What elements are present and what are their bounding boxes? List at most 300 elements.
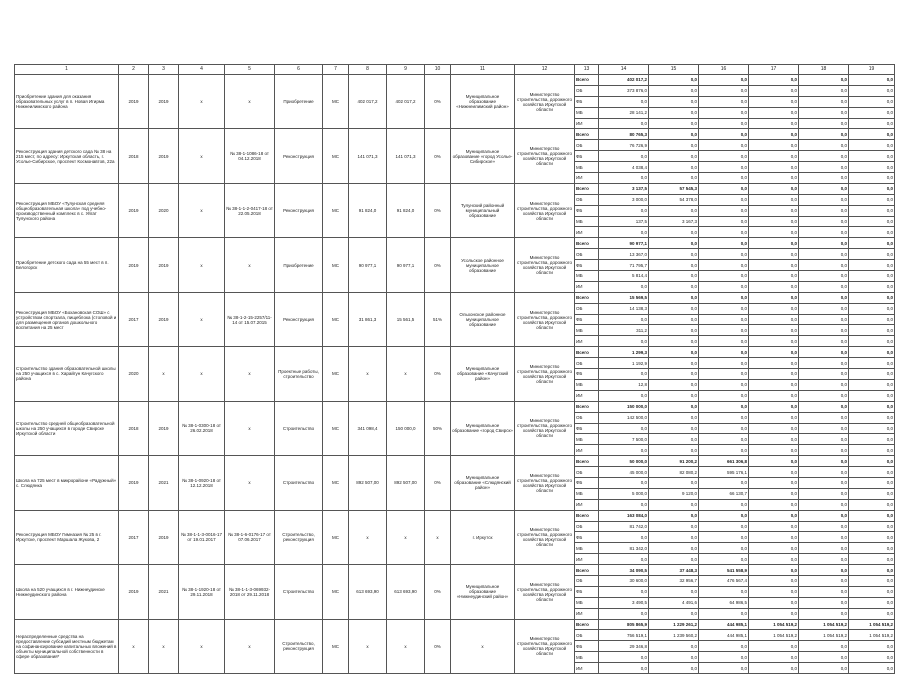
amount-cell: 0,0	[649, 140, 699, 151]
ownership-form-cell: МС	[323, 565, 349, 619]
amount-cell: 0,0	[849, 249, 895, 260]
amount-cell: 45 000,0	[599, 467, 649, 478]
amount-cell: 80 765,3	[599, 129, 649, 140]
amount-cell: 0,0	[749, 358, 799, 369]
start-year-cell: 2019	[119, 456, 149, 510]
amount-cell: 0,0	[699, 140, 749, 151]
amount-cell: 0,0	[849, 118, 895, 129]
amount-cell: 0,0	[749, 216, 799, 227]
amount-cell: 0,0	[849, 260, 895, 271]
amount-cell: 0,0	[699, 369, 749, 380]
municipality-cell: Муниципальное образование «Нижнеудинский район»	[451, 565, 515, 619]
amount-cell: 0,0	[749, 347, 799, 358]
estimate-expertise-cell: № 38-1-1-2-0417-18 от 22.05.2018	[225, 183, 275, 237]
responsible-executor-cell: Министерство строительства, дорожного хозяйства Иркутской области	[515, 292, 575, 346]
amount-cell: 12,8	[599, 379, 649, 390]
amount-cell: 0,0	[749, 271, 799, 282]
amount-cell: 0,0	[749, 434, 799, 445]
start-year-cell: 2020	[119, 347, 149, 401]
amount-cell: 0,0	[749, 565, 799, 576]
column-number: 16	[699, 65, 749, 75]
funding-source-cell: ФБ	[575, 423, 599, 434]
amount-cell: 0,0	[749, 75, 799, 86]
amount-cell: 0,0	[749, 445, 799, 456]
amount-cell: 0,0	[749, 227, 799, 238]
table-row	[15, 183, 895, 194]
amount-cell: 0,0	[699, 85, 749, 96]
amount-cell: 402 017,2	[599, 75, 649, 86]
amount-cell: 661 306,8	[699, 456, 749, 467]
amount-cell: 0,0	[799, 401, 849, 412]
column-number: 8	[349, 65, 387, 75]
amount-cell: 0,0	[699, 216, 749, 227]
amount-cell: 0,0	[699, 227, 749, 238]
amount-cell: 0,0	[799, 96, 849, 107]
object-name-cell: Строительство средней общеобразовательной школы на 250 учащихся в городе Свирске Иркутской области	[15, 401, 119, 455]
funding-source-cell: ОБ	[575, 467, 599, 478]
amount-cell: 0,0	[699, 271, 749, 282]
end-year-cell: х	[149, 619, 179, 673]
work-type-cell: Проектные работы, строительство	[275, 347, 323, 401]
estimated-cost-cell: 90 977,1	[349, 238, 387, 292]
funding-source-cell: ИИ	[575, 336, 599, 347]
amount-cell: 0,0	[649, 423, 699, 434]
work-type-cell: Строительство, реконструкция	[275, 619, 323, 673]
amount-cell: 0,0	[849, 554, 895, 565]
funding-source-cell: Всего	[575, 347, 599, 358]
estimate-expertise-cell: № 38-1-1-3-069932-2018 от 29.11.2018	[225, 565, 275, 619]
amount-cell: 5 814,4	[599, 271, 649, 282]
responsible-executor-cell: Министерство строительства, дорожного хозяйства Иркутской области	[515, 129, 575, 183]
funding-source-cell: ФБ	[575, 96, 599, 107]
amount-cell: 91 200,2	[649, 456, 699, 467]
amount-cell: 81 342,0	[599, 543, 649, 554]
amount-cell: 0,0	[849, 423, 895, 434]
ownership-form-cell: МС	[323, 238, 349, 292]
amount-cell: 30 600,0	[599, 575, 649, 586]
funding-source-cell: ОБ	[575, 412, 599, 423]
amount-cell: 0,0	[849, 281, 895, 292]
funding-source-cell: МБ	[575, 162, 599, 173]
amount-cell: 1 054 519,2	[749, 630, 799, 641]
amount-cell: 0,0	[799, 162, 849, 173]
amount-cell: 1 054 519,2	[849, 630, 895, 641]
amount-cell: 0,0	[849, 434, 895, 445]
amount-cell: 0,0	[649, 543, 699, 554]
amount-cell: 0,0	[649, 303, 699, 314]
amount-cell: 0,0	[799, 575, 849, 586]
amount-cell: 0,0	[699, 260, 749, 271]
funding-source-cell: ИИ	[575, 554, 599, 565]
amount-cell: 0,0	[649, 499, 699, 510]
amount-cell: 142 500,0	[599, 412, 649, 423]
amount-cell: 0,0	[749, 608, 799, 619]
amount-cell: 0,0	[749, 499, 799, 510]
amount-cell: 3 490,5	[599, 597, 649, 608]
ownership-form-cell: МС	[323, 292, 349, 346]
amount-cell: 0,0	[649, 347, 699, 358]
amount-cell: 0,0	[649, 249, 699, 260]
amount-cell: 0,0	[749, 543, 799, 554]
funding-source-cell: ОБ	[575, 575, 599, 586]
funding-source-cell: ОБ	[575, 303, 599, 314]
amount-cell: 0,0	[799, 249, 849, 260]
work-type-cell: Приобретение	[275, 75, 323, 129]
amount-cell: 0,0	[649, 118, 699, 129]
amount-cell: 0,0	[649, 336, 699, 347]
amount-cell: 0,0	[699, 162, 749, 173]
funding-source-cell: МБ	[575, 434, 599, 445]
amount-cell: 0,0	[649, 129, 699, 140]
project-expertise-cell: № 38-1-0300-18 от 26.02.2018	[179, 401, 225, 455]
amount-cell: 0,0	[849, 499, 895, 510]
start-year-cell: 2019	[119, 183, 149, 237]
amount-cell: 0,0	[599, 369, 649, 380]
funding-source-cell: МБ	[575, 271, 599, 282]
amount-cell: 0,0	[699, 521, 749, 532]
funding-source-cell: ФБ	[575, 532, 599, 543]
object-name-cell: Реконструкция здания детского сада № 38 на 215 мест, по адресу: Иркутская область, г. Усолье-Сибирское, проспект Космонавтов, 22а	[15, 129, 119, 183]
amount-cell: 0,0	[699, 325, 749, 336]
funding-source-cell: Всего	[575, 129, 599, 140]
funding-source-cell: ФБ	[575, 314, 599, 325]
amount-cell: 0,0	[699, 554, 749, 565]
amount-cell: 1 229 261,2	[649, 619, 699, 630]
amount-cell: 0,0	[799, 75, 849, 86]
amount-cell: 0,0	[849, 151, 895, 162]
amount-cell: 0,0	[649, 652, 699, 663]
amount-cell: 0,0	[849, 173, 895, 184]
amount-cell: 0,0	[599, 151, 649, 162]
amount-cell: 0,0	[749, 194, 799, 205]
amount-cell: 373 876,0	[599, 85, 649, 96]
remaining-cost-cell: 892 507,00	[387, 456, 425, 510]
amount-cell: 0,0	[799, 521, 849, 532]
amount-cell: 0,0	[649, 325, 699, 336]
end-year-cell: 2019	[149, 129, 179, 183]
amount-cell: 0,0	[749, 510, 799, 521]
amount-cell: 0,0	[849, 205, 895, 216]
amount-cell: 0,0	[749, 325, 799, 336]
amount-cell: 0,0	[649, 641, 699, 652]
amount-cell: 0,0	[649, 369, 699, 380]
amount-cell: 0,0	[849, 303, 895, 314]
amount-cell: 0,0	[649, 162, 699, 173]
amount-cell: 0,0	[749, 390, 799, 401]
amount-cell: 0,0	[849, 477, 895, 488]
amount-cell: 0,0	[699, 663, 749, 674]
amount-cell: 0,0	[799, 554, 849, 565]
amount-cell: 0,0	[649, 379, 699, 390]
amount-cell: 0,0	[699, 412, 749, 423]
amount-cell: 0,0	[849, 347, 895, 358]
amount-cell: 0,0	[749, 249, 799, 260]
work-type-cell: Реконструкция	[275, 183, 323, 237]
amount-cell: 0,0	[749, 292, 799, 303]
amount-cell: 0,0	[799, 543, 849, 554]
ownership-form-cell: МС	[323, 401, 349, 455]
amount-cell: 0,0	[749, 369, 799, 380]
readiness-percent-cell: 0%	[425, 456, 451, 510]
start-year-cell: 2019	[119, 75, 149, 129]
column-number: 6	[275, 65, 323, 75]
amount-cell: 0,0	[849, 543, 895, 554]
amount-cell: 0,0	[699, 249, 749, 260]
amount-cell: 28 141,2	[599, 107, 649, 118]
amount-cell: 0,0	[699, 205, 749, 216]
amount-cell: 0,0	[599, 608, 649, 619]
column-number: 15	[649, 65, 699, 75]
amount-cell: 0,0	[749, 456, 799, 467]
amount-cell: 1 239 560,2	[649, 630, 699, 641]
funding-source-cell: ОБ	[575, 521, 599, 532]
amount-cell: 0,0	[849, 488, 895, 499]
amount-cell: 0,0	[699, 347, 749, 358]
estimate-expertise-cell: № 38-1-6-0176-17 от 07.06.2017	[225, 510, 275, 564]
amount-cell: 81 742,0	[599, 521, 649, 532]
estimate-expertise-cell: х	[225, 238, 275, 292]
amount-cell: 0,0	[749, 586, 799, 597]
estimate-expertise-cell: х	[225, 75, 275, 129]
table-row	[15, 238, 895, 249]
municipality-cell: Муниципальное образование «город Свирск»	[451, 401, 515, 455]
estimated-cost-cell: 31 861,3	[349, 292, 387, 346]
municipality-cell: Муниципальное образование «Слюдянский район»	[451, 456, 515, 510]
amount-cell: 0,0	[749, 336, 799, 347]
amount-cell: 14 138,3	[599, 303, 649, 314]
amount-cell: 0,0	[649, 227, 699, 238]
amount-cell: 0,0	[699, 434, 749, 445]
amount-cell: 476 567,4	[699, 575, 749, 586]
column-number: 17	[749, 65, 799, 75]
work-type-cell: Строительство, реконструкция	[275, 510, 323, 564]
amount-cell: 0,0	[849, 314, 895, 325]
amount-cell: 0,0	[749, 575, 799, 586]
amount-cell: 0,0	[599, 227, 649, 238]
object-name-cell: Реконструкция МБОУ Гимназия № 25 в г. Иркутске, проспект Маршала Жукова, 2	[15, 510, 119, 564]
funding-source-cell: МБ	[575, 107, 599, 118]
amount-cell: 0,0	[699, 510, 749, 521]
project-expertise-cell: х	[179, 75, 225, 129]
table-row	[15, 347, 895, 358]
amount-cell: 0,0	[799, 445, 849, 456]
ownership-form-cell: МС	[323, 129, 349, 183]
amount-cell: 0,0	[749, 260, 799, 271]
amount-cell: 0,0	[699, 281, 749, 292]
amount-cell: 0,0	[849, 183, 895, 194]
funding-source-cell: ИИ	[575, 227, 599, 238]
amount-cell: 0,0	[849, 292, 895, 303]
amount-cell: 0,0	[749, 663, 799, 674]
amount-cell: 0,0	[799, 85, 849, 96]
amount-cell: 0,0	[799, 292, 849, 303]
amount-cell: 0,0	[699, 641, 749, 652]
amount-cell: 0,0	[849, 85, 895, 96]
amount-cell: 0,0	[649, 292, 699, 303]
amount-cell: 0,0	[799, 477, 849, 488]
amount-cell: 0,0	[749, 140, 799, 151]
funding-source-cell: Всего	[575, 401, 599, 412]
amount-cell: 57 545,3	[649, 183, 699, 194]
amount-cell: 0,0	[849, 532, 895, 543]
amount-cell: 0,0	[599, 336, 649, 347]
funding-source-cell: ОБ	[575, 140, 599, 151]
amount-cell: 0,0	[699, 379, 749, 390]
remaining-cost-cell: 402 017,2	[387, 75, 425, 129]
amount-cell: 0,0	[649, 281, 699, 292]
amount-cell: 0,0	[849, 325, 895, 336]
amount-cell: 0,0	[849, 129, 895, 140]
amount-cell: 0,0	[849, 510, 895, 521]
funding-source-cell: Всего	[575, 238, 599, 249]
amount-cell: 0,0	[649, 205, 699, 216]
funding-source-cell: МБ	[575, 379, 599, 390]
amount-cell: 0,0	[649, 151, 699, 162]
amount-cell: 0,0	[649, 532, 699, 543]
column-number: 13	[575, 65, 599, 75]
end-year-cell: х	[149, 347, 179, 401]
document-sheet	[14, 64, 894, 674]
amount-cell: 82 080,2	[649, 467, 699, 478]
amount-cell: 0,0	[849, 608, 895, 619]
amount-cell: 0,0	[799, 303, 849, 314]
table-row	[15, 75, 895, 86]
amount-cell: 0,0	[799, 499, 849, 510]
amount-cell: 0,0	[649, 521, 699, 532]
amount-cell: 0,0	[749, 303, 799, 314]
amount-cell: 0,0	[599, 499, 649, 510]
amount-cell: 0,0	[699, 336, 749, 347]
amount-cell: 66 130,7	[699, 488, 749, 499]
amount-cell: 3 000,0	[599, 194, 649, 205]
amount-cell: 0,0	[649, 358, 699, 369]
amount-cell: 0,0	[799, 129, 849, 140]
amount-cell: 37 448,3	[649, 565, 699, 576]
amount-cell: 1 054 519,2	[799, 619, 849, 630]
funding-source-cell: Всего	[575, 183, 599, 194]
remaining-cost-cell: х	[387, 619, 425, 673]
amount-cell: 0,0	[699, 543, 749, 554]
amount-cell: 0,0	[849, 456, 895, 467]
municipality-cell: Муниципальное образование «Нижнеилимский район»	[451, 75, 515, 129]
funding-source-cell: ФБ	[575, 641, 599, 652]
amount-cell: 0,0	[699, 194, 749, 205]
column-number: 11	[451, 65, 515, 75]
estimated-cost-cell: 402 017,2	[349, 75, 387, 129]
amount-cell: 0,0	[799, 281, 849, 292]
municipality-cell: х	[451, 619, 515, 673]
column-number: 7	[323, 65, 349, 75]
amount-cell: 0,0	[749, 238, 799, 249]
estimated-cost-cell: 141 071,3	[349, 129, 387, 183]
amount-cell: 0,0	[699, 586, 749, 597]
amount-cell: 0,0	[849, 641, 895, 652]
amount-cell: 0,0	[699, 238, 749, 249]
amount-cell: 137,5	[599, 216, 649, 227]
amount-cell: 0,0	[799, 510, 849, 521]
table-row	[15, 401, 895, 412]
amount-cell: 0,0	[799, 597, 849, 608]
amount-cell: 71 795,7	[599, 260, 649, 271]
estimated-cost-cell: 892 507,00	[349, 456, 387, 510]
amount-cell: 0,0	[599, 281, 649, 292]
amount-cell: 0,0	[799, 173, 849, 184]
readiness-percent-cell: 0%	[425, 75, 451, 129]
column-number: 1	[15, 65, 119, 75]
amount-cell: 0,0	[749, 314, 799, 325]
amount-cell: 0,0	[799, 641, 849, 652]
amount-cell: 0,0	[649, 75, 699, 86]
amount-cell: 0,0	[749, 281, 799, 292]
column-number: 2	[119, 65, 149, 75]
table-row	[15, 456, 895, 467]
amount-cell: 29 346,8	[599, 641, 649, 652]
amount-cell: 0,0	[699, 358, 749, 369]
amount-cell: 0,0	[599, 423, 649, 434]
start-year-cell: 2019	[119, 565, 149, 619]
project-expertise-cell: х	[179, 183, 225, 237]
amount-cell: 0,0	[649, 390, 699, 401]
funding-source-cell: МБ	[575, 216, 599, 227]
municipality-cell: Муниципальное образование «город Усолье-Сибирское»	[451, 129, 515, 183]
amount-cell: 0,0	[799, 423, 849, 434]
object-name-cell: Школа на 725 мест в микрорайоне «Радужный» с. Слюдянка	[15, 456, 119, 510]
amount-cell: 0,0	[799, 586, 849, 597]
amount-cell: 0,0	[799, 456, 849, 467]
amount-cell: 0,0	[649, 608, 699, 619]
readiness-percent-cell: 0%	[425, 565, 451, 619]
amount-cell: 0,0	[799, 467, 849, 478]
amount-cell: 0,0	[749, 412, 799, 423]
amount-cell: 0,0	[649, 586, 699, 597]
column-number: 10	[425, 65, 451, 75]
municipality-cell: Усольское районное муниципальное образование	[451, 238, 515, 292]
amount-cell: 805 865,9	[599, 619, 649, 630]
estimated-cost-cell: 613 693,90	[349, 565, 387, 619]
responsible-executor-cell: Министерство строительства, дорожного хозяйства Иркутской области	[515, 401, 575, 455]
ownership-form-cell: МС	[323, 619, 349, 673]
amount-cell: 444 985,1	[699, 630, 749, 641]
amount-cell: 0,0	[849, 521, 895, 532]
project-expertise-cell: х	[179, 619, 225, 673]
readiness-percent-cell: 0%	[425, 238, 451, 292]
amount-cell: 1 192,9	[599, 358, 649, 369]
readiness-percent-cell: х	[425, 510, 451, 564]
column-number: 5	[225, 65, 275, 75]
end-year-cell: 2020	[149, 183, 179, 237]
amount-cell: 0,0	[699, 608, 749, 619]
amount-cell: 0,0	[799, 379, 849, 390]
funding-source-cell: ИИ	[575, 663, 599, 674]
estimated-cost-cell: х	[349, 619, 387, 673]
amount-cell: 0,0	[749, 107, 799, 118]
amount-cell: 0,0	[799, 652, 849, 663]
amount-cell: 0,0	[599, 445, 649, 456]
table-row	[15, 510, 895, 521]
funding-source-cell: МБ	[575, 325, 599, 336]
amount-cell: 541 558,9	[699, 565, 749, 576]
amount-cell: 0,0	[749, 521, 799, 532]
amount-cell: 0,0	[799, 183, 849, 194]
project-expertise-cell: х	[179, 238, 225, 292]
amount-cell: 0,0	[799, 390, 849, 401]
amount-cell: 1 054 519,2	[849, 619, 895, 630]
amount-cell: 0,0	[849, 162, 895, 173]
amount-cell: 0,0	[649, 401, 699, 412]
capital-investment-table	[14, 64, 895, 674]
funding-source-cell: Всего	[575, 510, 599, 521]
object-name-cell: Приобретение детского сада на 55 мест в п. Белогорск	[15, 238, 119, 292]
